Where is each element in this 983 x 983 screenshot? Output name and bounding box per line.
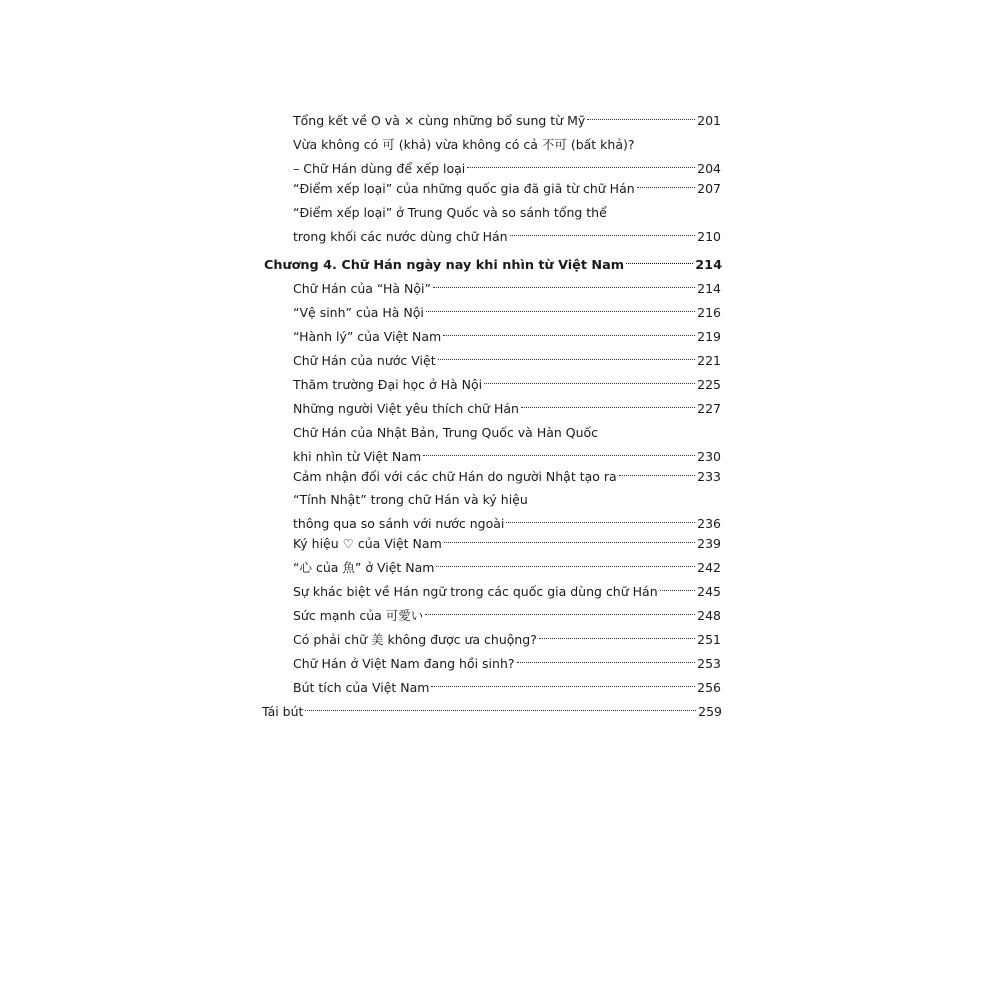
toc-chapter-entry[interactable]: [264, 254, 722, 278]
dot-leader: [426, 311, 695, 312]
toc-entry-title: Thăm trường Đại học ở Hà Nội: [293, 377, 483, 392]
toc-entry[interactable]: [293, 177, 721, 201]
dot-leader: [443, 335, 695, 336]
dot-leader: [305, 710, 696, 711]
toc-page-number: 227: [697, 401, 721, 416]
toc-page-number: 201: [697, 113, 721, 128]
toc-page-number: 239: [697, 536, 721, 551]
toc-page-number: 242: [697, 560, 721, 575]
toc-entry[interactable]: [293, 325, 721, 349]
toc-page-number: 245: [697, 584, 721, 599]
toc-entry-title-line: “Điểm xếp loại” ở Trung Quốc và so sánh tổng thể: [293, 205, 607, 220]
toc-page-number: 259: [698, 704, 722, 719]
dot-leader: [619, 475, 695, 476]
dot-leader: [433, 287, 695, 288]
toc-entry-title: “Điểm xếp loại” của những quốc gia đã giã từ chữ Hán: [293, 181, 635, 196]
toc-entry[interactable]: [293, 373, 721, 397]
toc-page-number: 210: [697, 229, 721, 244]
dot-leader: [626, 263, 693, 264]
toc-page-number: 233: [697, 469, 721, 484]
toc-entry-title: Sức mạnh của 可愛い: [293, 608, 424, 623]
toc-entry-title: Bút tích của Việt Nam: [293, 680, 430, 695]
toc-page-number: 236: [697, 516, 721, 531]
dot-leader: [660, 590, 696, 591]
toc-entry[interactable]: [293, 201, 721, 244]
toc-entry[interactable]: [293, 556, 721, 580]
toc-page-number: 216: [697, 305, 721, 320]
toc-entry[interactable]: [293, 349, 721, 373]
toc-entry-title: “Hành lý” của Việt Nam: [293, 329, 442, 344]
dot-leader: [517, 662, 696, 663]
toc-page-number: 207: [697, 181, 721, 196]
toc-page-number: 248: [697, 608, 721, 623]
toc-entry-title-line: Vừa không có 可 (khả) vừa không có cả 不可 (bất khả)?: [293, 137, 635, 152]
toc-entry-title: Chữ Hán của “Hà Nội”: [293, 281, 432, 296]
toc-entry-title: khi nhìn từ Việt Nam: [293, 449, 422, 464]
toc-entry-title: thông qua so sánh với nước ngoài: [293, 516, 505, 531]
dot-leader: [521, 407, 695, 408]
toc-entry-title: Có phải chữ 美 không được ưa chuộng?: [293, 632, 537, 647]
toc-entry[interactable]: [293, 465, 721, 489]
toc-page-number: 253: [697, 656, 721, 671]
toc-page-number: 214: [695, 258, 722, 273]
toc-entry[interactable]: [293, 604, 721, 628]
toc-entry[interactable]: [293, 532, 721, 556]
toc-entry[interactable]: [293, 488, 721, 531]
toc-page-number: 221: [697, 353, 721, 368]
toc-entry-title-line: “Tính Nhật” trong chữ Hán và ký hiệu: [293, 492, 528, 507]
dot-leader: [467, 167, 695, 168]
toc-page-number: 225: [697, 377, 721, 392]
toc-entry[interactable]: [293, 133, 721, 176]
toc-entry-title: Những người Việt yêu thích chữ Hán: [293, 401, 519, 416]
dot-leader: [484, 383, 695, 384]
toc-entry-title: “Vệ sinh” của Hà Nội: [293, 305, 424, 320]
toc-entry[interactable]: [293, 652, 721, 676]
toc-entry[interactable]: [293, 628, 721, 652]
toc-entry-title: trong khối các nước dùng chữ Hán: [293, 229, 508, 244]
toc-entry-title: – Chữ Hán dùng để xếp loại: [293, 161, 466, 176]
toc-entry[interactable]: [293, 277, 721, 301]
toc-entry-title: Chữ Hán ở Việt Nam đang hồi sinh?: [293, 656, 515, 671]
toc-entry[interactable]: [293, 421, 721, 464]
toc-page-number: 251: [697, 632, 721, 647]
toc-entry-title: Ký hiệu ♡ của Việt Nam: [293, 536, 442, 551]
toc-page-number: 230: [697, 449, 721, 464]
toc-entry-title: Tổng kết về O và × cùng những bổ sung từ Mỹ: [293, 113, 586, 128]
toc-entry-title-line: Chữ Hán của Nhật Bản, Trung Quốc và Hàn Quốc: [293, 425, 599, 440]
dot-leader: [444, 542, 695, 543]
toc-entry[interactable]: [293, 301, 721, 325]
toc-page-number: 214: [697, 281, 721, 296]
dot-leader: [506, 522, 695, 523]
dot-leader: [436, 566, 695, 567]
dot-leader: [539, 638, 695, 639]
toc-entry-title: Tái bút: [262, 704, 304, 719]
toc-entry[interactable]: [293, 580, 721, 604]
toc-entry-title: Sự khác biệt về Hán ngữ trong các quốc gia dùng chữ Hán: [293, 584, 658, 599]
dot-leader: [587, 119, 695, 120]
toc-page-number: 256: [697, 680, 721, 695]
toc-entry[interactable]: [293, 109, 721, 133]
dot-leader: [438, 359, 696, 360]
toc-entry-title: Cảm nhận đối với các chữ Hán do người Nhật tạo ra: [293, 469, 617, 484]
toc-entry-afterword[interactable]: [262, 700, 722, 724]
dot-leader: [425, 614, 695, 615]
toc-entry-title: Chữ Hán của nước Việt: [293, 353, 436, 368]
dot-leader: [637, 187, 695, 188]
dot-leader: [431, 686, 695, 687]
toc-chapter-title: Chương 4. Chữ Hán ngày nay khi nhìn từ Việt Nam: [264, 258, 625, 273]
toc-entry-title: “心 của 魚” ở Việt Nam: [293, 560, 435, 575]
toc-entry[interactable]: [293, 676, 721, 700]
dot-leader: [510, 235, 696, 236]
dot-leader: [423, 455, 695, 456]
toc-page-number: 204: [697, 161, 721, 176]
toc-page-number: 219: [697, 329, 721, 344]
toc-entry[interactable]: [293, 397, 721, 421]
